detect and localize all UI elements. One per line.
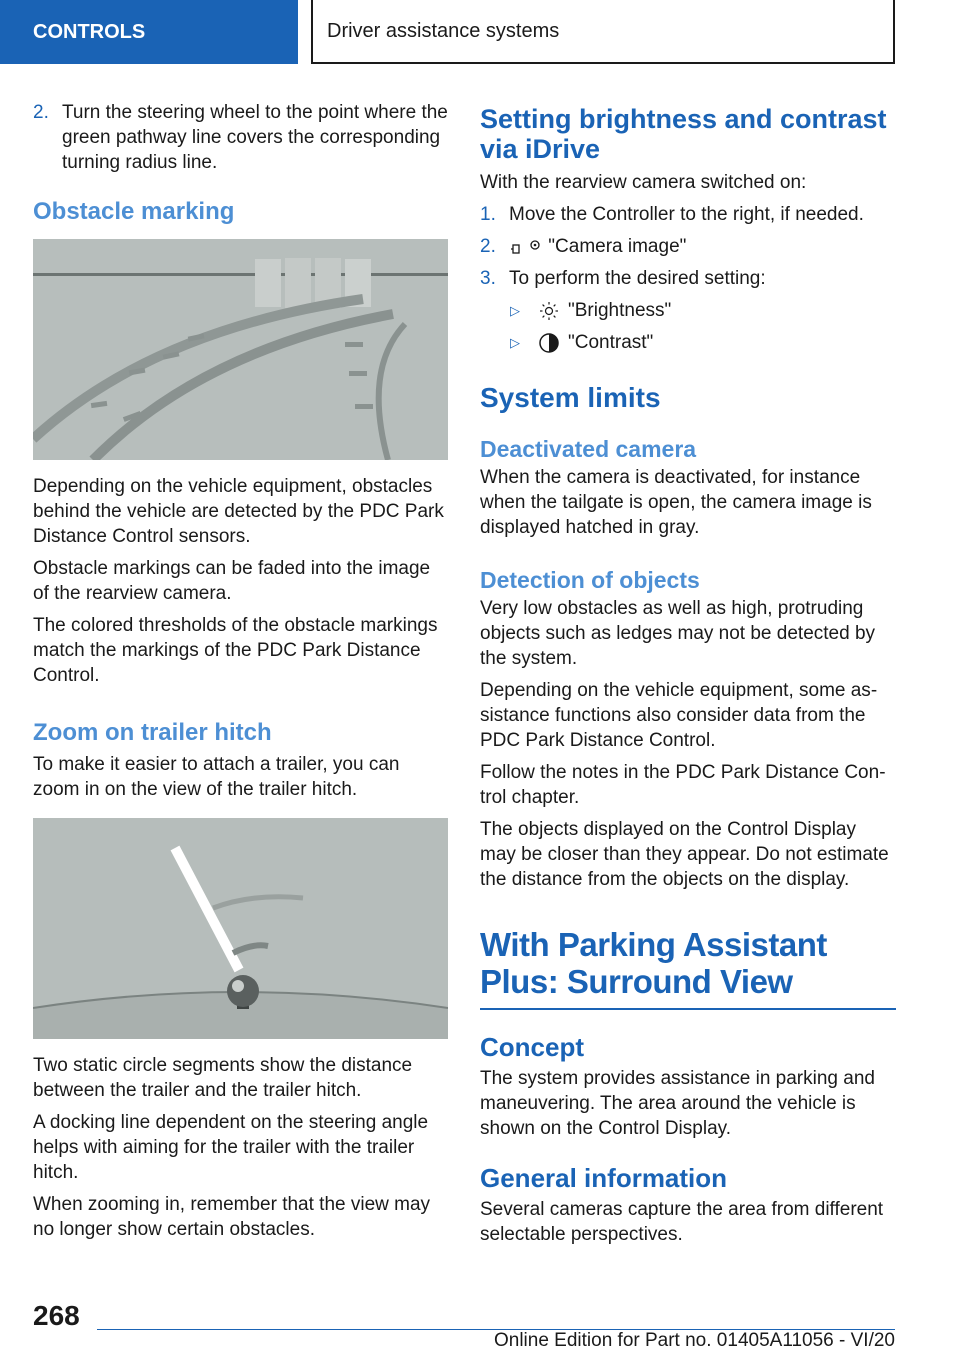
obstacle-paragraph-1: Depending on the vehicle equipment, obstacles behind the vehicle are detected by the PDC Park Distance Control sensors. <box>33 476 444 547</box>
sub-item-contrast <box>510 330 896 355</box>
list-text: Move the Controller to the right, if needed. <box>509 204 864 225</box>
trailer-hitch-image <box>33 818 448 1039</box>
sub-item-text: "Brightness" <box>568 300 672 321</box>
list-number: 2. <box>33 102 49 123</box>
section-divider <box>480 1008 896 1010</box>
obstacle-marking-heading: Obstacle marking <box>33 198 235 225</box>
detection-paragraph-2: Depending on the vehicle equipment, some assistance functions also consider data from the PDC Park Distance Control. <box>480 680 878 751</box>
brightness-intro: With the rearview camera switched on: <box>480 172 807 193</box>
obstacle-marking-image <box>33 239 448 460</box>
list-text: "Camera image" <box>548 236 687 257</box>
surround-view-heading: With Parking Assistant Plus: Surround View <box>480 926 827 1000</box>
list-number: 1. <box>480 204 496 225</box>
detection-paragraph-1: Very low obstacles as well as high, protruding objects such as ledges may not be detected by the system. <box>480 598 876 669</box>
zoom-paragraph-3: A docking line dependent on the steering angle helps with aiming for the trailer with the trailer hitch. <box>33 1112 429 1183</box>
deactivated-paragraph: When the camera is deactivated, for instance when the tailgate is open, the camera image is displayed hatched in gray. <box>480 467 872 538</box>
general-paragraph: Several cameras capture the area from different selectable perspectives. <box>480 1199 884 1245</box>
triangle-bullet-icon: ▷ <box>510 303 520 318</box>
chapter-title: Driver assistance systems <box>311 0 895 64</box>
list-item <box>33 100 449 175</box>
list-text: Turn the steering wheel to the point where the green pathway line covers the corresponding turning radius line. <box>62 102 448 173</box>
concept-paragraph: The system provides assistance in parking and maneuvering. The area around the vehicle is shown on the Control Display. <box>480 1068 875 1139</box>
camera-settings-icon <box>509 237 543 257</box>
detection-paragraph-4: The objects displayed on the Control Display may be closer than they appear. Do not estimate the distance from the objects on the display. <box>480 819 889 890</box>
deactivated-camera-heading: Deactivated camera <box>480 436 697 462</box>
page-number: 268 <box>33 1300 80 1331</box>
obstacle-paragraph-2: Obstacle markings can be faded into the image of the rearview camera. <box>33 558 431 604</box>
contrast-icon <box>538 332 560 354</box>
obstacle-paragraph-3: The colored thresholds of the obstacle markings match the markings of the PDC Park Distance Control. <box>33 615 438 686</box>
zoom-paragraph-4: When zooming in, remember that the view may no longer show certain obstacles. <box>33 1194 431 1240</box>
system-limits-heading: System limits <box>480 382 661 413</box>
detection-heading: Detection of objects <box>480 567 700 593</box>
right-column <box>480 104 896 1254</box>
zoom-paragraph-2: Two static circle segments show the distance between the trailer and the trailer hitch. <box>33 1055 413 1101</box>
section-tab: CONTROLS <box>0 0 298 64</box>
concept-heading: Concept <box>480 1032 584 1062</box>
brightness-heading: Setting brightness and contrast via iDrive <box>480 104 887 164</box>
left-column <box>33 100 449 1249</box>
sub-item-brightness <box>510 298 896 323</box>
list-item <box>480 266 896 291</box>
zoom-paragraph-1: To make it easier to attach a trailer, you can zoom in on the view of the trailer hitch. <box>33 754 400 800</box>
edition-text: Online Edition for Part no. 01405A11056 - VI/20 <box>493 1330 895 1351</box>
triangle-bullet-icon: ▷ <box>510 335 520 350</box>
list-item <box>480 202 896 227</box>
brightness-icon <box>538 301 560 321</box>
sub-item-text: "Contrast" <box>568 332 654 353</box>
list-item <box>480 234 896 259</box>
list-text: To perform the desired setting: <box>509 268 766 289</box>
general-information-heading: General information <box>480 1163 728 1193</box>
detection-paragraph-3: Follow the notes in the PDC Park Distance Control chapter. <box>480 762 886 808</box>
list-number: 2. <box>480 236 496 257</box>
zoom-heading: Zoom on trailer hitch <box>33 719 272 746</box>
list-number: 3. <box>480 268 496 289</box>
